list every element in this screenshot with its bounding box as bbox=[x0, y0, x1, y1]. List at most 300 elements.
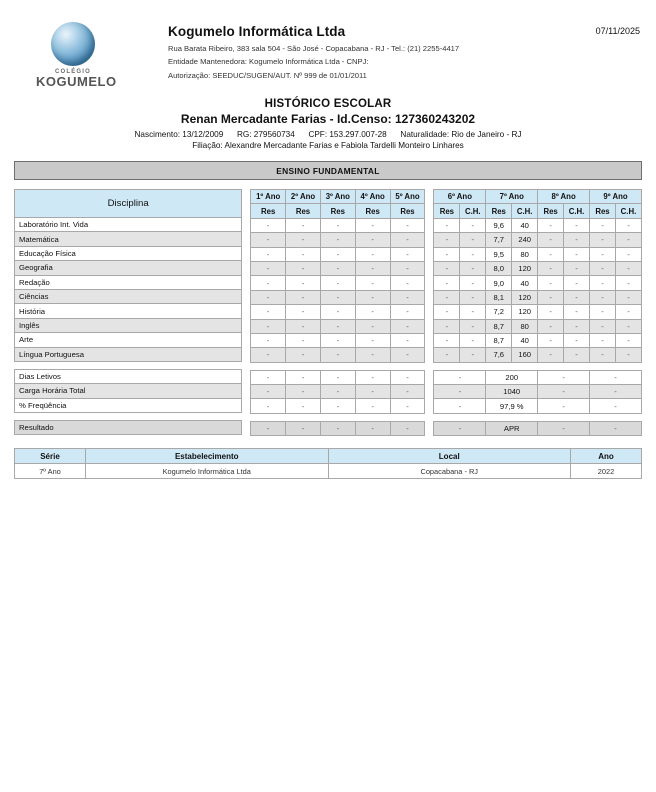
years-1-5-table bbox=[250, 189, 425, 363]
workload-cell: - bbox=[564, 218, 590, 232]
summary-row bbox=[434, 399, 642, 413]
grade-cell: - bbox=[251, 233, 286, 247]
grade-cell: - bbox=[355, 319, 390, 333]
result-label: Resultado bbox=[15, 421, 242, 435]
workload-cell: - bbox=[615, 247, 641, 261]
grade-cell: - bbox=[434, 233, 460, 247]
discipline-table bbox=[14, 189, 242, 362]
years-6-9-summary-table bbox=[433, 370, 642, 414]
grade-cell: 7,2 bbox=[486, 305, 512, 319]
grade-cell: - bbox=[390, 233, 425, 247]
subheader-res: Res bbox=[590, 204, 616, 218]
subheader-ch: C.H. bbox=[564, 204, 590, 218]
grade-cell: - bbox=[355, 305, 390, 319]
year-header: 4º Ano bbox=[355, 190, 390, 204]
result-cell: - bbox=[538, 421, 590, 435]
grade-cell: 8,1 bbox=[486, 290, 512, 304]
grade-cell: - bbox=[286, 290, 321, 304]
years-6-9-sub-row bbox=[434, 204, 642, 218]
summary-cell: - bbox=[590, 370, 642, 384]
years-6-9-result-table bbox=[433, 421, 642, 436]
grade-cell: - bbox=[286, 247, 321, 261]
workload-cell: - bbox=[564, 305, 590, 319]
grade-cell: - bbox=[355, 218, 390, 232]
grade-cell: - bbox=[390, 218, 425, 232]
student-cpf: CPF: 153.297.007-28 bbox=[308, 130, 387, 139]
grade-cell: - bbox=[320, 233, 355, 247]
summary-cell: - bbox=[286, 370, 321, 384]
table-row bbox=[15, 333, 242, 347]
years-6-9-block bbox=[433, 189, 642, 436]
subheader-ch: C.H. bbox=[512, 204, 538, 218]
table-row bbox=[251, 333, 425, 347]
grade-cell: 8,7 bbox=[486, 333, 512, 347]
grade-cell: - bbox=[538, 305, 564, 319]
subject-name: Matemática bbox=[15, 232, 242, 246]
subject-name: Educação Física bbox=[15, 246, 242, 260]
summary-cell: 1040 bbox=[486, 385, 538, 399]
workload-cell: - bbox=[460, 290, 486, 304]
years-6-9-result-rows bbox=[434, 421, 642, 435]
workload-cell: - bbox=[564, 233, 590, 247]
years-6-9-summary-rows bbox=[434, 370, 642, 413]
grade-cell: 7,6 bbox=[486, 348, 512, 362]
subject-name: Língua Portuguesa bbox=[15, 347, 242, 361]
company-authorization: Autorização: SEEDUC/SUGEN/AUT. Nº 999 de 01/01/2011 bbox=[168, 70, 367, 80]
years-6-9-rows bbox=[434, 218, 642, 362]
year-header: 2º Ano bbox=[286, 190, 321, 204]
workload-cell: - bbox=[615, 218, 641, 232]
table-row bbox=[434, 261, 642, 275]
school-history-table bbox=[14, 448, 642, 479]
table-row bbox=[434, 319, 642, 333]
workload-cell: - bbox=[615, 319, 641, 333]
table-row bbox=[15, 464, 642, 479]
document-header bbox=[0, 0, 656, 96]
summary-cell: 97,9 % bbox=[486, 399, 538, 413]
result-cell: - bbox=[251, 421, 286, 435]
discipline-rows bbox=[15, 218, 242, 362]
discipline-result-table bbox=[14, 420, 242, 435]
subject-name: Laboratório Int. Vida bbox=[15, 218, 242, 232]
grade-cell: - bbox=[286, 261, 321, 275]
grade-cell: 8,0 bbox=[486, 261, 512, 275]
result-cell: - bbox=[390, 421, 425, 435]
grade-cell: 7,7 bbox=[486, 233, 512, 247]
student-birth: Nascimento: 13/12/2009 bbox=[134, 130, 224, 139]
workload-cell: - bbox=[615, 276, 641, 290]
title-block bbox=[0, 98, 656, 150]
workload-cell: 120 bbox=[512, 261, 538, 275]
year-header: 9º Ano bbox=[590, 190, 642, 204]
school-history-header-row bbox=[15, 449, 642, 464]
discipline-column-header: Disciplina bbox=[15, 190, 242, 218]
section-banner: ENSINO FUNDAMENTAL bbox=[14, 161, 642, 180]
summary-label: Carga Horária Total bbox=[15, 384, 242, 398]
ano-cell: 2022 bbox=[571, 464, 642, 479]
grade-cell: - bbox=[251, 290, 286, 304]
subject-name: Geografia bbox=[15, 261, 242, 275]
grade-cell: - bbox=[390, 305, 425, 319]
summary-cell: - bbox=[590, 399, 642, 413]
grade-cell: - bbox=[286, 218, 321, 232]
grade-cell: - bbox=[434, 247, 460, 261]
discipline-summary-table bbox=[14, 369, 242, 413]
grade-cell: - bbox=[390, 290, 425, 304]
grade-cell: - bbox=[320, 247, 355, 261]
grade-cell: - bbox=[390, 247, 425, 261]
years-1-5-summary-table bbox=[250, 370, 425, 414]
subject-name: Redação bbox=[15, 275, 242, 289]
workload-cell: - bbox=[564, 348, 590, 362]
local-cell: Copacabana - RJ bbox=[328, 464, 571, 479]
subheader-res: Res bbox=[390, 204, 425, 218]
result-cell: APR bbox=[486, 421, 538, 435]
summary-label: Dias Letivos bbox=[15, 369, 242, 383]
grade-cell: - bbox=[251, 319, 286, 333]
table-row bbox=[434, 218, 642, 232]
grade-cell: - bbox=[251, 261, 286, 275]
grade-cell: - bbox=[538, 348, 564, 362]
workload-cell: 40 bbox=[512, 333, 538, 347]
years-1-5-sub-row bbox=[251, 204, 425, 218]
table-row bbox=[15, 261, 242, 275]
workload-cell: - bbox=[615, 290, 641, 304]
table-row bbox=[434, 233, 642, 247]
grade-cell: - bbox=[355, 261, 390, 275]
summary-cell: - bbox=[538, 385, 590, 399]
table-row bbox=[15, 232, 242, 246]
summary-row bbox=[434, 370, 642, 384]
grade-cell: - bbox=[286, 276, 321, 290]
years-1-5-result-rows bbox=[251, 421, 425, 435]
grade-cell: - bbox=[320, 348, 355, 362]
table-row bbox=[15, 318, 242, 332]
subheader-res: Res bbox=[486, 204, 512, 218]
logo-school-name: KOGUMELO bbox=[36, 74, 117, 89]
student-filiacao: Filiação: Alexandre Mercadante Farias e Fabiola Tardelli Monteiro Linhares bbox=[192, 141, 464, 150]
grade-cell: - bbox=[320, 261, 355, 275]
summary-cell: 200 bbox=[486, 370, 538, 384]
subheader-res: Res bbox=[355, 204, 390, 218]
grade-cell: - bbox=[434, 305, 460, 319]
grade-cell: - bbox=[434, 333, 460, 347]
grade-cell: - bbox=[320, 305, 355, 319]
workload-cell: 160 bbox=[512, 348, 538, 362]
grade-cell: - bbox=[538, 261, 564, 275]
grade-cell: - bbox=[286, 348, 321, 362]
grade-cell: - bbox=[590, 333, 616, 347]
document-date: 07/11/2025 bbox=[595, 26, 640, 36]
grade-cell: - bbox=[538, 290, 564, 304]
table-row bbox=[434, 348, 642, 362]
grade-cell: - bbox=[286, 305, 321, 319]
summary-row bbox=[251, 370, 425, 384]
summary-cell: - bbox=[355, 385, 390, 399]
year-header: 8º Ano bbox=[538, 190, 590, 204]
grade-cell: 9,6 bbox=[486, 218, 512, 232]
discipline-block bbox=[14, 189, 242, 435]
year-header: 3º Ano bbox=[320, 190, 355, 204]
workload-cell: - bbox=[615, 305, 641, 319]
workload-cell: - bbox=[564, 333, 590, 347]
table-row bbox=[434, 276, 642, 290]
subject-name: Arte bbox=[15, 333, 242, 347]
summary-cell: - bbox=[434, 399, 486, 413]
school-history-header: Estabelecimento bbox=[86, 449, 329, 464]
workload-cell: - bbox=[564, 290, 590, 304]
workload-cell: 80 bbox=[512, 247, 538, 261]
summary-cell: - bbox=[320, 370, 355, 384]
subheader-res: Res bbox=[286, 204, 321, 218]
summary-cell: - bbox=[390, 399, 425, 413]
grade-cell: - bbox=[590, 276, 616, 290]
table-row bbox=[434, 333, 642, 347]
workload-cell: - bbox=[615, 261, 641, 275]
result-row bbox=[15, 421, 242, 435]
workload-cell: - bbox=[460, 333, 486, 347]
grade-cell: - bbox=[390, 261, 425, 275]
summary-cell: - bbox=[390, 370, 425, 384]
grade-cell: - bbox=[434, 348, 460, 362]
summary-cell: - bbox=[434, 385, 486, 399]
result-row bbox=[434, 421, 642, 435]
years-1-5-block bbox=[250, 189, 425, 436]
grade-cell: 9,0 bbox=[486, 276, 512, 290]
summary-cell: - bbox=[538, 370, 590, 384]
years-6-9-header-row bbox=[434, 190, 642, 204]
grade-cell: - bbox=[320, 276, 355, 290]
workload-cell: - bbox=[460, 319, 486, 333]
grade-cell: - bbox=[320, 333, 355, 347]
school-logo bbox=[36, 22, 117, 89]
grade-cell: - bbox=[251, 276, 286, 290]
table-row bbox=[251, 305, 425, 319]
year-header: 6º Ano bbox=[434, 190, 486, 204]
student-naturalidade: Naturalidade: Rio de Janeiro - RJ bbox=[400, 130, 522, 139]
sphere-logo-icon bbox=[51, 22, 95, 66]
grade-cell: - bbox=[390, 333, 425, 347]
workload-cell: 240 bbox=[512, 233, 538, 247]
years-1-5-rows bbox=[251, 218, 425, 362]
discipline-summary-rows bbox=[15, 369, 242, 412]
grade-cell: - bbox=[434, 276, 460, 290]
table-row bbox=[251, 348, 425, 362]
table-row bbox=[434, 290, 642, 304]
table-row bbox=[15, 347, 242, 361]
summary-cell: - bbox=[390, 385, 425, 399]
grade-cell: - bbox=[434, 319, 460, 333]
table-row bbox=[15, 246, 242, 260]
grade-cell: - bbox=[590, 218, 616, 232]
summary-cell: - bbox=[251, 370, 286, 384]
grade-cell: - bbox=[590, 290, 616, 304]
workload-cell: - bbox=[615, 348, 641, 362]
summary-cell: - bbox=[590, 385, 642, 399]
page-title: HISTÓRICO ESCOLAR bbox=[264, 98, 392, 110]
year-header: 1º Ano bbox=[251, 190, 286, 204]
company-entity: Entidade Mantenedora: Kogumelo Informática Ltda - CNPJ: bbox=[168, 57, 369, 66]
grade-cell: - bbox=[590, 348, 616, 362]
workload-cell: - bbox=[460, 247, 486, 261]
table-row bbox=[15, 304, 242, 318]
table-row bbox=[15, 289, 242, 303]
discipline-result-rows bbox=[15, 421, 242, 435]
workload-cell: 80 bbox=[512, 319, 538, 333]
table-row bbox=[251, 233, 425, 247]
result-cell: - bbox=[286, 421, 321, 435]
result-cell: - bbox=[320, 421, 355, 435]
grade-cell: - bbox=[538, 233, 564, 247]
result-cell: - bbox=[590, 421, 642, 435]
result-cell: - bbox=[355, 421, 390, 435]
grade-cell: - bbox=[590, 305, 616, 319]
grade-cell: - bbox=[590, 319, 616, 333]
student-info-line bbox=[0, 130, 656, 139]
subheader-ch: C.H. bbox=[460, 204, 486, 218]
subject-name: Inglês bbox=[15, 318, 242, 332]
workload-cell: - bbox=[460, 276, 486, 290]
grade-cell: 9,5 bbox=[486, 247, 512, 261]
workload-cell: - bbox=[460, 261, 486, 275]
grade-cell: - bbox=[434, 290, 460, 304]
grade-cell: - bbox=[538, 333, 564, 347]
workload-cell: - bbox=[564, 247, 590, 261]
table-row bbox=[251, 218, 425, 232]
workload-cell: - bbox=[564, 261, 590, 275]
summary-cell: - bbox=[538, 399, 590, 413]
company-block bbox=[168, 24, 459, 80]
grade-cell: - bbox=[286, 319, 321, 333]
workload-cell: 40 bbox=[512, 276, 538, 290]
subheader-res: Res bbox=[538, 204, 564, 218]
summary-row bbox=[251, 385, 425, 399]
grade-cell: - bbox=[434, 261, 460, 275]
years-1-5-summary-rows bbox=[251, 370, 425, 413]
grade-cell: - bbox=[590, 247, 616, 261]
logo-colegio-text: COLÉGIO bbox=[54, 69, 92, 75]
subheader-res: Res bbox=[251, 204, 286, 218]
grade-cell: - bbox=[538, 319, 564, 333]
workload-cell: - bbox=[460, 218, 486, 232]
grade-cell: - bbox=[355, 276, 390, 290]
school-history-rows bbox=[15, 464, 642, 479]
grade-cell: - bbox=[251, 348, 286, 362]
workload-cell: - bbox=[460, 348, 486, 362]
estabelecimento-cell: Kogumelo Informática Ltda bbox=[86, 464, 329, 479]
company-address: Rua Barata Ribeiro, 383 sala 504 - São José - Copacabana - RJ - Tel.: (21) 2255-4417 bbox=[168, 43, 460, 53]
grade-cell: - bbox=[355, 333, 390, 347]
grade-cell: - bbox=[286, 333, 321, 347]
grade-cell: - bbox=[390, 276, 425, 290]
grade-cell: - bbox=[355, 348, 390, 362]
summary-cell: - bbox=[320, 385, 355, 399]
summary-cell: - bbox=[251, 399, 286, 413]
grade-cell: - bbox=[355, 290, 390, 304]
year-header: 5º Ano bbox=[390, 190, 425, 204]
workload-cell: - bbox=[564, 276, 590, 290]
student-rg: RG: 279560734 bbox=[236, 130, 295, 139]
company-name: Kogumelo Informática Ltda bbox=[168, 24, 346, 39]
grade-cell: - bbox=[355, 247, 390, 261]
summary-cell: - bbox=[320, 399, 355, 413]
workload-cell: - bbox=[615, 333, 641, 347]
summary-cell: - bbox=[286, 385, 321, 399]
grade-cell: - bbox=[434, 218, 460, 232]
grade-cell: - bbox=[538, 276, 564, 290]
grade-cell: - bbox=[355, 233, 390, 247]
workload-cell: - bbox=[460, 233, 486, 247]
subheader-ch: C.H. bbox=[615, 204, 641, 218]
grade-cell: - bbox=[390, 348, 425, 362]
school-history-header: Local bbox=[328, 449, 571, 464]
subject-name: História bbox=[15, 304, 242, 318]
workload-cell: - bbox=[564, 319, 590, 333]
table-row bbox=[251, 319, 425, 333]
summary-cell: - bbox=[355, 370, 390, 384]
summary-row bbox=[434, 385, 642, 399]
result-cell: - bbox=[434, 421, 486, 435]
years-1-5-header-row bbox=[251, 190, 425, 204]
grade-cell: - bbox=[538, 218, 564, 232]
table-row bbox=[434, 247, 642, 261]
subject-name: Ciências bbox=[15, 289, 242, 303]
table-row bbox=[251, 290, 425, 304]
workload-cell: - bbox=[460, 305, 486, 319]
grade-cell: - bbox=[251, 305, 286, 319]
summary-row bbox=[15, 398, 242, 412]
school-history-header: Série bbox=[15, 449, 86, 464]
workload-cell: 40 bbox=[512, 218, 538, 232]
table-row bbox=[251, 261, 425, 275]
grade-cell: - bbox=[590, 261, 616, 275]
summary-row bbox=[15, 369, 242, 383]
grade-cell: - bbox=[286, 233, 321, 247]
workload-cell: 120 bbox=[512, 305, 538, 319]
grade-cell: - bbox=[320, 218, 355, 232]
summary-cell: - bbox=[251, 385, 286, 399]
school-history-header: Ano bbox=[571, 449, 642, 464]
table-row bbox=[15, 275, 242, 289]
table-row bbox=[251, 247, 425, 261]
summary-row bbox=[251, 399, 425, 413]
grade-cell: 8,7 bbox=[486, 319, 512, 333]
grade-cell: - bbox=[390, 319, 425, 333]
grade-cell: - bbox=[251, 247, 286, 261]
grade-cell: - bbox=[538, 247, 564, 261]
years-1-5-result-table bbox=[250, 421, 425, 436]
grade-cell: - bbox=[320, 290, 355, 304]
summary-row bbox=[15, 384, 242, 398]
summary-cell: - bbox=[355, 399, 390, 413]
subheader-res: Res bbox=[320, 204, 355, 218]
workload-cell: - bbox=[615, 233, 641, 247]
year-header: 7º Ano bbox=[486, 190, 538, 204]
table-row bbox=[251, 276, 425, 290]
grade-cell: - bbox=[320, 319, 355, 333]
summary-cell: - bbox=[434, 370, 486, 384]
summary-cell: - bbox=[286, 399, 321, 413]
student-name-line: Renan Mercadante Farias - Id.Censo: 127360243202 bbox=[180, 112, 476, 126]
summary-label: % Freqüência bbox=[15, 398, 242, 412]
years-6-9-table bbox=[433, 189, 642, 363]
table-row bbox=[15, 218, 242, 232]
subheader-res: Res bbox=[434, 204, 460, 218]
table-row bbox=[434, 305, 642, 319]
grade-cell: - bbox=[251, 218, 286, 232]
school-history-block bbox=[14, 448, 642, 479]
serie-cell: 7º Ano bbox=[15, 464, 86, 479]
